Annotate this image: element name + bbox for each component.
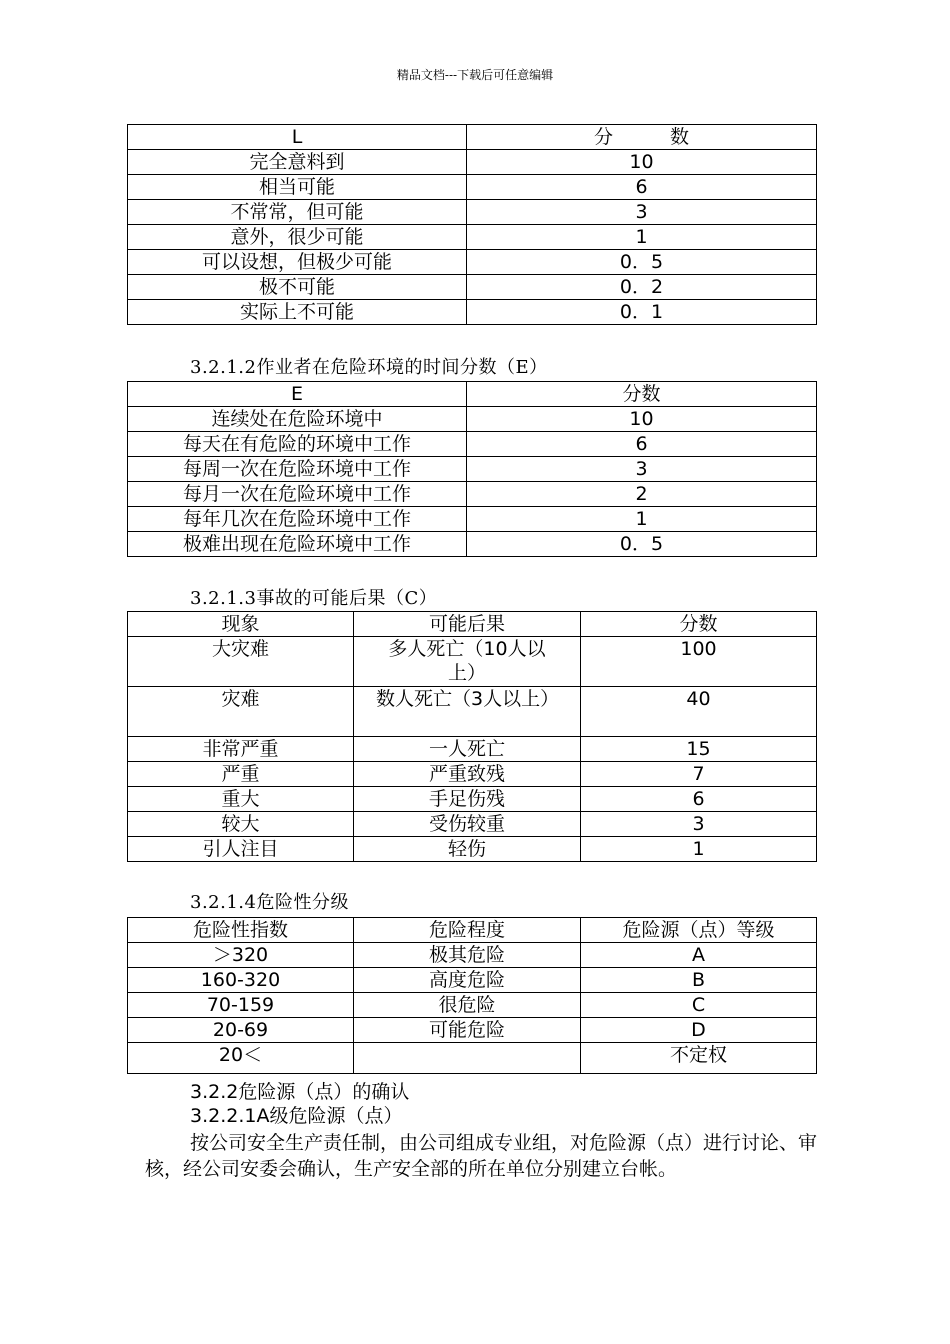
table-cell: B	[581, 968, 817, 993]
table-cell: 极不可能	[128, 275, 467, 300]
table-cell: 手足伤残	[354, 787, 581, 812]
table-cell: 可能危险	[354, 1018, 581, 1043]
table-row	[128, 943, 817, 968]
subsection-heading: 3.2.2.1A级危险源（点）	[190, 1105, 403, 1127]
table-row	[128, 837, 817, 862]
table-row	[128, 300, 817, 325]
table-cell: 20＜	[128, 1043, 354, 1074]
table-cell: 灾难	[128, 687, 354, 737]
subsection-heading: 3.2.2危险源（点）的确认	[190, 1081, 410, 1103]
table-row	[128, 637, 817, 687]
table-cell: 大灾难	[128, 637, 354, 687]
risk-grade-table	[127, 917, 817, 1074]
table-row	[128, 432, 817, 457]
table-header-cell: 分 数	[467, 125, 817, 150]
table-cell: 3	[467, 200, 817, 225]
table-cell: 每月一次在危险环境中工作	[128, 482, 467, 507]
table-cell: 极其危险	[354, 943, 581, 968]
exposure-table	[127, 381, 817, 557]
table-header-row	[128, 382, 817, 407]
table-cell: 较大	[128, 812, 354, 837]
table-cell: 70-159	[128, 993, 354, 1018]
table-cell: 160-320	[128, 968, 354, 993]
table-cell: C	[581, 993, 817, 1018]
table-row	[128, 812, 817, 837]
table-cell: D	[581, 1018, 817, 1043]
table-cell: 轻伤	[354, 837, 581, 862]
body-paragraph	[145, 1130, 825, 1182]
table-cell: 6	[467, 432, 817, 457]
table-cell: 一人死亡	[354, 737, 581, 762]
table-cell: 连续处在危险环境中	[128, 407, 467, 432]
table-header-row	[128, 612, 817, 637]
table-row	[128, 225, 817, 250]
table-cell: 意外，很少可能	[128, 225, 467, 250]
section-title-grading: 3.2.1.4危险性分级	[190, 892, 349, 913]
table-row	[128, 687, 817, 737]
table-row	[128, 275, 817, 300]
table-cell: 多人死亡（10人以上）	[354, 637, 581, 687]
table-cell: 严重	[128, 762, 354, 787]
table-cell: 20-69	[128, 1018, 354, 1043]
table-row	[128, 250, 817, 275]
table-cell: 可以设想，但极少可能	[128, 250, 467, 275]
table-row	[128, 457, 817, 482]
table-cell: 0．5	[467, 532, 817, 557]
table-cell: 1	[581, 837, 817, 862]
table-row	[128, 175, 817, 200]
table-header-row	[128, 918, 817, 943]
table-cell: 6	[467, 175, 817, 200]
table-cell: 相当可能	[128, 175, 467, 200]
table-cell: 1	[467, 507, 817, 532]
table-row	[128, 1018, 817, 1043]
table-row	[128, 150, 817, 175]
table-header-cell: 分数	[581, 612, 817, 637]
table-row	[128, 532, 817, 557]
table-row	[128, 993, 817, 1018]
table-cell: 0．1	[467, 300, 817, 325]
table-row	[128, 507, 817, 532]
table-header-row	[128, 125, 817, 150]
table-cell: A	[581, 943, 817, 968]
section-title-exposure: 3.2.1.2作业者在危险环境的时间分数（E）	[190, 357, 548, 378]
table-cell: 每周一次在危险环境中工作	[128, 457, 467, 482]
table-row	[128, 737, 817, 762]
table-cell: 完全意料到	[128, 150, 467, 175]
table-cell: 不常常，但可能	[128, 200, 467, 225]
table-cell: 6	[581, 787, 817, 812]
table-header-cell: L	[128, 125, 467, 150]
table-cell: 100	[581, 637, 817, 687]
table-row	[128, 968, 817, 993]
table-row	[128, 407, 817, 432]
table-cell: 3	[467, 457, 817, 482]
table-cell: 1	[467, 225, 817, 250]
section-title-consequence: 3.2.1.3事故的可能后果（C）	[190, 588, 438, 609]
table-cell: 受伤较重	[354, 812, 581, 837]
table-cell: 每年几次在危险环境中工作	[128, 507, 467, 532]
table-header-cell: 分数	[467, 382, 817, 407]
table-row	[128, 1043, 817, 1074]
table-cell: 10	[467, 150, 817, 175]
table-cell: 很危险	[354, 993, 581, 1018]
table-header-cell: 现象	[128, 612, 354, 637]
table-cell: 引人注目	[128, 837, 354, 862]
table-cell: 不定权	[581, 1043, 817, 1074]
table-row	[128, 787, 817, 812]
table-header-cell: E	[128, 382, 467, 407]
table-cell: 40	[581, 687, 817, 737]
table-cell: 3	[581, 812, 817, 837]
table-cell: 15	[581, 737, 817, 762]
table-header-cell: 可能后果	[354, 612, 581, 637]
table-cell: 严重致残	[354, 762, 581, 787]
table-cell: 7	[581, 762, 817, 787]
table-header-cell: 危险程度	[354, 918, 581, 943]
table-header-cell: 危险源（点）等级	[581, 918, 817, 943]
table-cell: 每天在有危险的环境中工作	[128, 432, 467, 457]
table-cell: 实际上不可能	[128, 300, 467, 325]
table-header-cell: 危险性指数	[128, 918, 354, 943]
table-cell: 重大	[128, 787, 354, 812]
table-cell: 非常严重	[128, 737, 354, 762]
table-cell: 数人死亡（3人以上）	[354, 687, 581, 737]
table-cell: 高度危险	[354, 968, 581, 993]
consequence-table	[127, 611, 817, 862]
table-cell: 极难出现在危险环境中工作	[128, 532, 467, 557]
table-row	[128, 762, 817, 787]
table-row	[128, 482, 817, 507]
table-cell: 0．2	[467, 275, 817, 300]
page-header: 精品文档---下载后可任意编辑	[396, 68, 554, 82]
table-cell: 10	[467, 407, 817, 432]
table-row	[128, 200, 817, 225]
likelihood-table	[127, 124, 817, 325]
paragraph-text: 按公司安全生产责任制，由公司组成专业组，对危险源（点）进行讨论、审核，经公司安委会确认，生产安全部的所在单位分别建立台帐。	[145, 1132, 818, 1180]
table-cell: ＞320	[128, 943, 354, 968]
table-cell	[354, 1043, 581, 1074]
table-cell: 2	[467, 482, 817, 507]
table-cell: 0．5	[467, 250, 817, 275]
